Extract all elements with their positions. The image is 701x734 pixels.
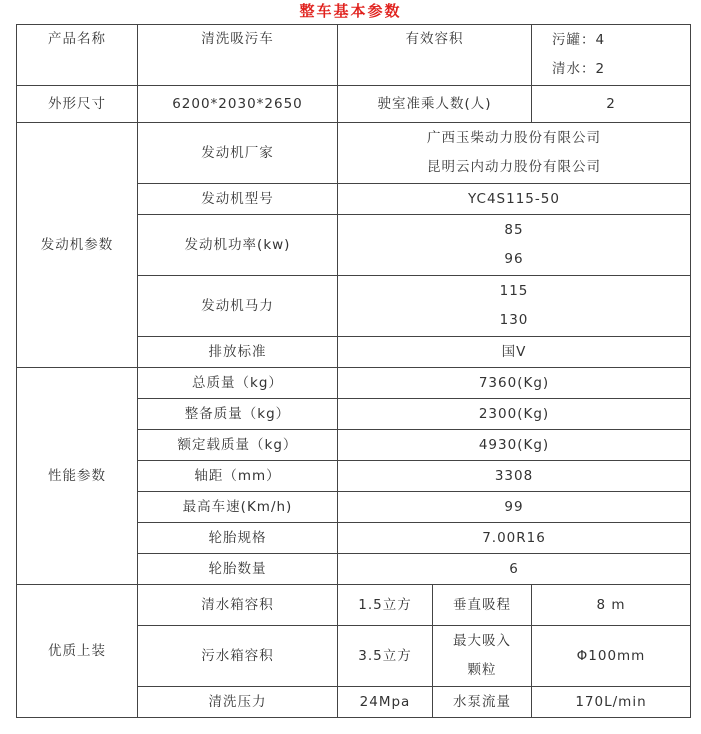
table-row: [17, 86, 691, 123]
perf-label: 轮胎数量: [138, 554, 338, 585]
table-row: [17, 585, 691, 626]
perf-value: 3308: [338, 461, 691, 492]
engine-power-label: 发动机功率(kw): [138, 215, 338, 276]
particle-label: [433, 626, 532, 687]
engine-hp-1: 115: [499, 283, 529, 299]
pump-value: 170L/min: [532, 687, 691, 718]
quality-group-label: 优质上装: [17, 585, 138, 718]
emission-label: 排放标准: [138, 337, 338, 368]
particle-label-line2: 颗粒: [467, 662, 497, 678]
perf-label: 总质量（kg）: [138, 368, 338, 399]
volume-water: 清水：2: [552, 61, 606, 77]
clean-tank-label: 清水箱容积: [138, 585, 338, 626]
particle-value: Φ100mm: [532, 626, 691, 687]
size-value: 6200*2030*2650: [138, 86, 338, 123]
particle-label-line1: 最大吸入: [453, 633, 511, 649]
perf-value: 7360(Kg): [338, 368, 691, 399]
pressure-value: 24Mpa: [338, 687, 433, 718]
engine-power-values: [338, 215, 691, 276]
engine-power-2: 96: [504, 251, 524, 267]
table-row: [17, 25, 691, 86]
perf-value: 4930(Kg): [338, 430, 691, 461]
engine-hp-values: [338, 276, 691, 337]
cab-value: 2: [532, 86, 691, 123]
engine-group-label: 发动机参数: [17, 123, 138, 368]
clean-tank-value: 1.5立方: [338, 585, 433, 626]
volume-label: 有效容积: [338, 25, 532, 86]
perf-label: 轴距（mm）: [138, 461, 338, 492]
engine-maker-values: [338, 123, 691, 184]
table-row: [17, 368, 691, 399]
volume-values: [532, 25, 691, 86]
perf-label: 轮胎规格: [138, 523, 338, 554]
engine-maker-1: 广西玉柴动力股份有限公司: [427, 130, 601, 146]
engine-hp-label: 发动机马力: [138, 276, 338, 337]
sewage-tank-label: 污水箱容积: [138, 626, 338, 687]
perf-value: 2300(Kg): [338, 399, 691, 430]
engine-hp-2: 130: [499, 312, 529, 328]
perf-value: 99: [338, 492, 691, 523]
pump-label: 水泵流量: [433, 687, 532, 718]
emission-value: 国Ⅴ: [338, 337, 691, 368]
engine-model-value: YC4S115-50: [338, 184, 691, 215]
perf-label: 整备质量（kg）: [138, 399, 338, 430]
suction-label: 垂直吸程: [433, 585, 532, 626]
suction-value: 8 m: [532, 585, 691, 626]
table-row: [17, 123, 691, 184]
pressure-label: 清洗压力: [138, 687, 338, 718]
perf-label: 额定载质量（kg）: [138, 430, 338, 461]
perf-label: 最高车速(Km/h): [138, 492, 338, 523]
cab-label: 驶室准乘人数(人): [338, 86, 532, 123]
engine-maker-2: 昆明云内动力股份有限公司: [427, 159, 601, 175]
performance-group-label: 性能参数: [17, 368, 138, 585]
engine-model-label: 发动机型号: [138, 184, 338, 215]
sewage-tank-value: 3.5立方: [338, 626, 433, 687]
product-value: 清洗吸污车: [138, 25, 338, 86]
spec-table: [16, 24, 691, 718]
engine-maker-label: 发动机厂家: [138, 123, 338, 184]
perf-value: 6: [338, 554, 691, 585]
page-title: 整车基本参数: [299, 2, 402, 20]
volume-sewage: 污罐：4: [552, 32, 606, 48]
product-label: 产品名称: [17, 25, 138, 86]
engine-power-1: 85: [504, 222, 524, 238]
perf-value: 7.00R16: [338, 523, 691, 554]
size-label: 外形尺寸: [17, 86, 138, 123]
